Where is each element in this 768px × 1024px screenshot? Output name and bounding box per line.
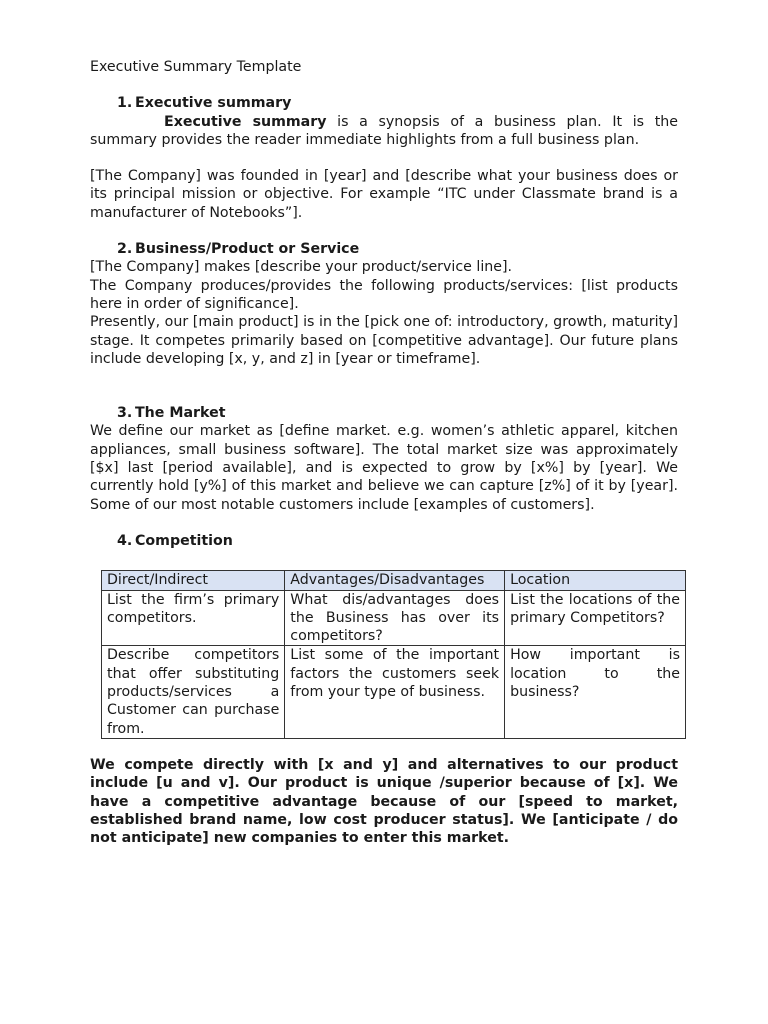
market-paragraph: We define our market as [define market. e.g. women’s athletic apparel, kitchen appliances, small business software]. The total market size was approximately [$x] last [period available], and is expected to grow by [x%] by [year]. We currently hold [y%] of this market and believe we can capture [z%] of it by [year]. Some of our most notable customers include [examples of customers]. [90,423,678,513]
table-cell: List some of the important factors the customers seek from your type of business. [285,646,505,738]
table-header-cell: Advantages/Disadvantages [285,571,505,590]
section-title: Executive summary [135,95,292,112]
section-number: 3. [117,405,133,422]
table-row [102,646,686,738]
section-heading-business [90,240,678,258]
section-number: 2. [117,241,133,258]
closing-paragraph: We compete directly with [x and y] and alternatives to our product include [u and v]. Our product is unique /superior because of [x]. We have a competitive advantage because of our [speed to market, established brand name, low cost producer status]. We [anticipate / do not anticipate] new companies to enter this market. [90,756,678,847]
competition-table [101,570,686,739]
table-cell: Describe competitors that offer substituting products/services a Customer can purchase from. [102,646,285,738]
table-cell: List the locations of the primary Competitors? [505,590,686,646]
section-title: The Market [135,405,226,422]
table-row [102,590,686,646]
document-page [90,58,678,847]
business-line-1: [The Company] makes [describe your product/service line]. [90,259,513,276]
section-number: 1. [117,95,133,112]
section-heading-market [90,404,678,422]
exec-summary-lead-rest: is a synopsis of a business plan. It is the summary provides the reader immediate highlights from a full business plan. [90,113,678,148]
document-title: Executive Summary Template [90,59,302,75]
exec-summary-company-paragraph: [The Company] was founded in [year] and [describe what your business does or its principal mission or objective. For example “ITC under Classmate brand is a manufacturer of Notebooks”]. [90,168,678,221]
section-title: Business/Product or Service [135,241,360,258]
table-cell: How important is location to the business? [505,646,686,738]
section-heading-competition [90,532,678,550]
table-cell: List the firm’s primary competitors. [102,590,285,646]
exec-summary-definition [90,113,678,150]
exec-summary-bold-lead: Executive summary [164,113,327,130]
section-number: 4. [117,532,133,549]
section-title: Competition [135,532,233,549]
business-line-3: Presently, our [main product] is in the [pick one of: introductory, growth, maturity] stage. It competes primarily based on [competitive advantage]. Our future plans include developing [x, y, and z] in [year or timeframe]. [90,314,678,367]
table-header-cell: Direct/Indirect [102,571,285,590]
table-header-cell: Location [505,571,686,590]
table-header-row [102,571,686,590]
section-heading-executive-summary [90,94,678,112]
table-cell: What dis/advantages does the Business has over its competitors? [285,590,505,646]
business-line-2: The Company produces/provides the following products/services: [list products here in order of significance]. [90,277,678,312]
